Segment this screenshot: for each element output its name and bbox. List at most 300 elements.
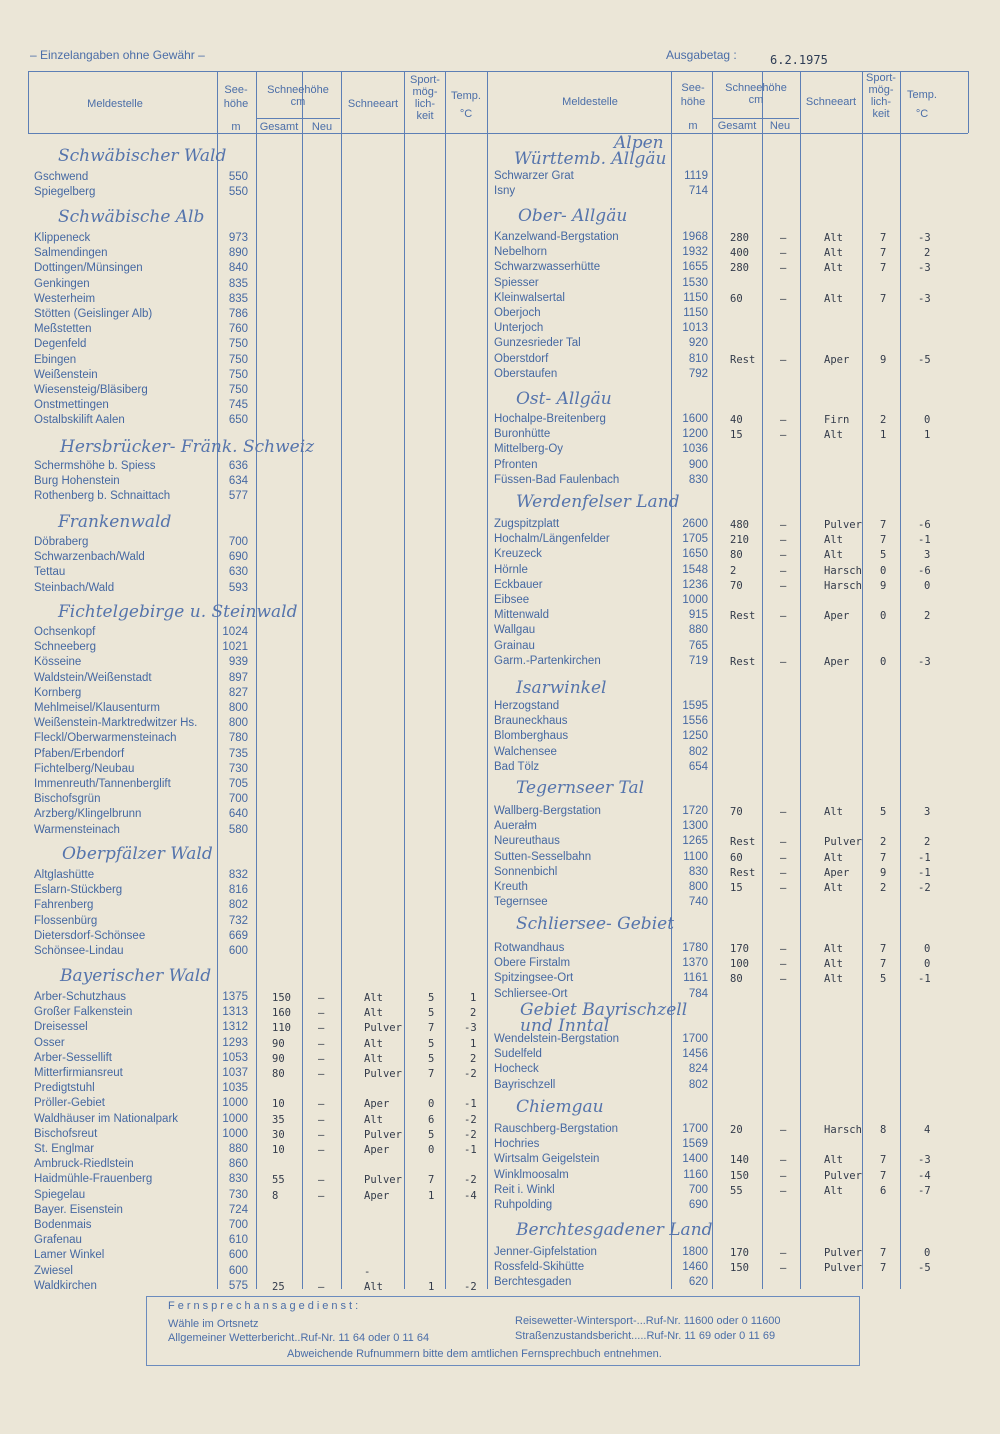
station-altitude: 750 <box>228 338 248 351</box>
snow-type: Pulver <box>824 1247 862 1259</box>
sport-rating: 6 <box>428 1113 435 1126</box>
station-altitude: 600 <box>228 1264 248 1277</box>
snow-total: 150 <box>730 1262 749 1275</box>
snow-total: 170 <box>730 1247 749 1259</box>
station-altitude: 745 <box>228 399 248 412</box>
station-name: Mittelberg-Oy <box>494 443 564 456</box>
station-altitude: 1569 <box>682 1138 708 1151</box>
station-name: Bayrischzell <box>494 1078 556 1091</box>
station-altitude: 730 <box>228 1188 248 1201</box>
station-name: Gunzesrieder Tal <box>494 337 581 350</box>
station-altitude: 1100 <box>683 850 708 863</box>
sport-rating: 6 <box>880 1184 887 1197</box>
column-rule <box>302 71 303 1289</box>
station-altitude: 690 <box>228 551 248 564</box>
section-heading: Berchtesgadener Land <box>516 1220 713 1240</box>
snow-new: – <box>318 1174 325 1187</box>
station-name: Auerałm <box>494 820 537 833</box>
snow-total: Rest <box>730 836 756 849</box>
snow-total: 150 <box>272 992 291 1004</box>
col-sport-right-1: Sport- <box>866 72 896 84</box>
station-altitude: 802 <box>228 899 248 912</box>
temperature: -1 <box>464 1144 477 1156</box>
snow-new: – <box>318 992 325 1004</box>
col-seehoehe-right-2: höhe <box>680 96 706 108</box>
station-name: Arber-Sessellift <box>34 1051 112 1064</box>
temperature: -4 <box>464 1189 477 1202</box>
station-altitude: 732 <box>228 914 248 927</box>
sport-rating: 7 <box>880 958 887 971</box>
station-name: Hörnle <box>494 563 528 576</box>
station-altitude: 1460 <box>682 1261 708 1274</box>
temperature: 0 <box>924 958 931 971</box>
sport-rating: 7 <box>880 1154 887 1167</box>
station-altitude: 1236 <box>682 578 708 591</box>
section-subheading: Württemb. Allgäu <box>514 149 667 169</box>
station-altitude: 800 <box>228 702 248 714</box>
snow-new: – <box>318 1280 325 1293</box>
col-sport-right-3: lich- <box>870 96 892 108</box>
sport-rating: 1 <box>880 429 887 442</box>
station-name: Tegernsee <box>494 896 548 909</box>
sport-rating: 2 <box>880 882 887 894</box>
station-name: Arber-Schutzhaus <box>34 991 127 1003</box>
station-altitude: 640 <box>228 808 248 821</box>
temperature: -3 <box>918 262 931 275</box>
temperature: -2 <box>464 1113 477 1126</box>
station-name: Meßstetten <box>34 323 92 336</box>
station-name: St. Englmar <box>34 1143 95 1155</box>
station-name: Kanzelwand-Bergstation <box>494 231 619 243</box>
snow-total: Rest <box>730 353 756 366</box>
station-altitude: 765 <box>688 639 708 652</box>
snow-total: 150 <box>730 1169 749 1182</box>
snow-total: 280 <box>730 262 749 275</box>
sport-rating: 7 <box>880 1247 887 1259</box>
snow-type: Alt <box>824 973 843 986</box>
station-altitude: 824 <box>688 1063 708 1076</box>
snow-total: 210 <box>730 534 749 547</box>
station-altitude: 1556 <box>682 715 708 728</box>
station-altitude: 816 <box>228 884 248 897</box>
col-sport-left-3: lich- <box>414 98 436 110</box>
station-altitude: 580 <box>228 823 248 836</box>
station-name: Eibsee <box>494 594 530 606</box>
station-name: Spitzingsee-Ort <box>494 972 574 985</box>
station-name: Rothenberg b. Schnaittach <box>34 490 171 503</box>
station-altitude: 1932 <box>682 246 708 259</box>
temperature: -2 <box>464 1068 477 1080</box>
station-altitude: 915 <box>688 609 708 622</box>
station-altitude: 784 <box>688 987 708 1000</box>
column-rule <box>445 71 446 1289</box>
station-altitude: 860 <box>228 1158 248 1171</box>
station-altitude: 792 <box>688 367 708 380</box>
sport-rating: 7 <box>428 1068 435 1080</box>
snow-total: 100 <box>730 958 749 971</box>
station-altitude: 802 <box>688 745 708 758</box>
snow-type: Alt <box>824 806 843 818</box>
station-name: Walchensee <box>494 745 557 758</box>
col-neu-left: Neu <box>311 121 333 133</box>
station-altitude: 740 <box>688 896 708 909</box>
temperature: -5 <box>918 353 931 366</box>
temperature: -2 <box>464 1128 477 1141</box>
snow-total: 480 <box>730 519 749 531</box>
station-altitude: 1600 <box>682 413 708 425</box>
station-altitude: 835 <box>228 292 248 305</box>
station-altitude: 1530 <box>682 276 708 289</box>
station-name: Blomberghaus <box>494 730 569 743</box>
station-altitude: 700 <box>228 793 248 806</box>
left-snow-subhead-rule <box>256 118 340 119</box>
station-altitude: 939 <box>228 656 248 669</box>
station-name: Bischofsgrün <box>34 793 101 806</box>
sport-rating: 5 <box>880 806 887 818</box>
station-name: Rotwandhaus <box>494 942 565 954</box>
section-heading: Frankenwald <box>58 512 172 532</box>
station-name: Wallgau <box>494 624 536 637</box>
station-altitude: 650 <box>228 414 248 427</box>
station-altitude: 1700 <box>682 1033 708 1045</box>
station-altitude: 550 <box>228 171 248 183</box>
station-altitude: 719 <box>688 654 708 667</box>
station-altitude: 1400 <box>682 1153 708 1166</box>
station-name: Kleinwalsertal <box>494 291 565 304</box>
section-heading: Schwäbischer Wald <box>58 146 227 166</box>
sport-rating: 7 <box>880 1262 887 1275</box>
station-name: Sudelfeld <box>494 1048 542 1061</box>
station-altitude: 1021 <box>222 641 248 654</box>
station-altitude: 800 <box>228 717 248 730</box>
column-rule <box>712 71 713 1289</box>
section-subheading: und Inntal <box>520 1016 610 1036</box>
station-name: Spiesser <box>494 276 539 289</box>
section-heading: Ober- Allgäu <box>518 206 628 226</box>
temperature: 0 <box>924 1247 931 1259</box>
station-altitude: 630 <box>228 566 248 579</box>
phone-line-1-right: Reisewetter-Wintersport-...Ruf-Nr. 11600 oder 0 11600 <box>515 1315 781 1327</box>
station-name: Dottingen/Münsingen <box>34 262 143 275</box>
sport-rating: 7 <box>428 1174 435 1187</box>
snow-new: – <box>780 414 787 426</box>
station-name: Kornberg <box>34 686 82 699</box>
snow-total: 35 <box>272 1113 285 1126</box>
snow-new: – <box>780 1169 787 1182</box>
station-altitude: 1035 <box>222 1082 248 1095</box>
station-name: Wirtsalm Geigelstein <box>494 1153 600 1166</box>
station-altitude: 835 <box>228 277 248 290</box>
station-altitude: 827 <box>228 686 248 699</box>
station-name: Herzogstand <box>494 700 560 712</box>
station-altitude: 786 <box>228 308 248 320</box>
sport-rating: 1 <box>428 1280 435 1293</box>
section-heading: Alpen <box>614 133 664 153</box>
snow-total: 10 <box>272 1144 285 1156</box>
snow-new: – <box>780 247 787 260</box>
station-name: Spiegelau <box>34 1188 86 1201</box>
issue-date-label: Ausgabetag : <box>666 48 737 62</box>
temperature: 3 <box>924 806 931 818</box>
snow-total: 25 <box>272 1280 285 1293</box>
col-schneehoehe-left: Schneehöhe <box>267 84 329 96</box>
snow-type: Alt <box>364 1280 383 1293</box>
snow-total: 70 <box>730 806 743 818</box>
station-altitude: 760 <box>228 323 248 336</box>
station-altitude: 920 <box>688 337 708 350</box>
snow-new: – <box>318 1052 325 1065</box>
table-header-rule <box>28 133 968 134</box>
station-altitude: 750 <box>228 368 248 381</box>
station-altitude: 1160 <box>683 1168 708 1181</box>
col-temp-left-unit: °C <box>459 108 473 120</box>
snow-total: Rest <box>730 655 756 668</box>
snow-new: – <box>780 655 787 668</box>
station-altitude: 620 <box>688 1276 708 1289</box>
snow-new: – <box>780 1247 787 1259</box>
snow-type: Alt <box>364 1113 383 1126</box>
temperature: 2 <box>924 836 931 849</box>
phone-line-2-right: Straßenzustandsbericht.....Ruf-Nr. 11 69 oder 0 11 69 <box>515 1330 776 1342</box>
station-name: Weißenstein <box>34 368 98 381</box>
station-name: Zwiesel <box>34 1264 73 1277</box>
station-name: Berchtesgaden <box>494 1276 572 1289</box>
temperature: -4 <box>918 1169 931 1182</box>
station-name: Wallberg-Bergstation <box>494 805 601 817</box>
table-top-rule <box>28 71 968 72</box>
sport-rating: 7 <box>880 262 887 275</box>
col-seehoehe-left-unit: m <box>231 121 241 133</box>
station-altitude: 840 <box>228 262 248 275</box>
snow-type: Pulver <box>824 1169 862 1182</box>
station-altitude: 973 <box>228 232 248 244</box>
snow-new: – <box>780 1262 787 1275</box>
temperature: -6 <box>918 564 931 577</box>
section-heading: Ost- Allgäu <box>516 389 612 409</box>
station-altitude: 832 <box>228 869 248 881</box>
temperature: -2 <box>918 882 931 894</box>
station-name: Isny <box>494 185 516 198</box>
station-name: Hochalm/Längenfelder <box>494 533 610 546</box>
col-schneehoehe-right-unit: cm <box>748 94 764 106</box>
col-gesamt-right: Gesamt <box>717 120 757 132</box>
sport-rating: 5 <box>428 1037 435 1050</box>
snow-total: 90 <box>272 1052 285 1065</box>
sport-rating: 7 <box>880 519 887 531</box>
station-altitude: 1037 <box>222 1067 248 1079</box>
station-altitude: 1250 <box>682 730 708 743</box>
station-name: Mitterfirmiansreut <box>34 1067 123 1079</box>
station-name: Döbraberg <box>34 536 89 548</box>
station-altitude: 714 <box>688 185 708 198</box>
snow-type: - <box>364 1265 371 1278</box>
snow-type: Pulver <box>364 1128 402 1141</box>
section-heading: Hersbrücker- Fränk. Schweiz <box>60 437 315 457</box>
col-schneeart-left: Schneeart <box>347 98 399 110</box>
snow-new: – <box>780 610 787 623</box>
temperature: -3 <box>918 292 931 305</box>
station-name: Rauschberg-Bergstation <box>494 1123 619 1135</box>
snow-type: Alt <box>364 1037 383 1050</box>
snow-new: – <box>318 1113 325 1126</box>
station-name: Altglashütte <box>34 869 95 881</box>
snow-type: Alt <box>824 958 843 971</box>
col-sport-right-2: mög- <box>868 84 894 96</box>
disclaimer-note: – Einzelangaben ohne Gewähr – <box>30 48 205 62</box>
snow-new: – <box>780 943 787 955</box>
station-name: Bad Tölz <box>494 760 540 773</box>
snow-total: 55 <box>730 1184 743 1197</box>
col-gesamt-left: Gesamt <box>259 121 299 133</box>
station-name: Flossenbürg <box>34 914 98 927</box>
snow-total: Rest <box>730 610 756 623</box>
sport-rating: 0 <box>880 610 887 623</box>
temperature: 4 <box>924 1124 931 1136</box>
snow-total: 110 <box>272 1022 291 1035</box>
station-altitude: 830 <box>688 865 708 878</box>
snow-total: 80 <box>730 973 743 986</box>
station-name: Lamer Winkel <box>34 1249 105 1262</box>
station-name: Garm.-Partenkirchen <box>494 654 601 667</box>
station-altitude: 634 <box>228 475 248 488</box>
temperature: -7 <box>918 1184 931 1197</box>
sport-rating: 2 <box>880 414 887 426</box>
sport-rating: 5 <box>428 992 435 1004</box>
snow-new: – <box>780 262 787 275</box>
snow-type: Harsch <box>824 579 862 592</box>
snow-type: Aper <box>824 866 850 879</box>
sport-rating: 7 <box>880 232 887 244</box>
station-name: Hochalpe-Breitenberg <box>494 413 606 425</box>
station-altitude: 700 <box>228 536 248 548</box>
station-altitude: 1655 <box>682 261 708 274</box>
column-rule <box>800 71 801 1289</box>
col-sport-right-4: keit <box>872 108 890 120</box>
col-temp-right: Temp. <box>907 89 937 101</box>
station-altitude: 1161 <box>683 972 708 985</box>
column-rule <box>256 71 257 1289</box>
col-schneeart-right: Schneeart <box>805 96 857 108</box>
column-rule <box>900 71 901 1289</box>
temperature: -1 <box>918 534 931 547</box>
temperature: 2 <box>924 247 931 260</box>
temperature: -3 <box>918 232 931 244</box>
station-name: Pfaben/Erbendorf <box>34 747 125 760</box>
snow-new: – <box>780 882 787 894</box>
station-altitude: 1000 <box>682 594 708 606</box>
snow-total: 30 <box>272 1128 285 1141</box>
station-name: Füssen-Bad Faulenbach <box>494 473 620 486</box>
temperature: 0 <box>924 414 931 426</box>
station-name: Mittenwald <box>494 609 549 622</box>
station-name: Schwarzer Grat <box>494 170 574 182</box>
col-schneehoehe-left-unit: cm <box>290 96 306 108</box>
snow-new: – <box>780 973 787 986</box>
station-altitude: 880 <box>688 624 708 637</box>
station-altitude: 690 <box>688 1199 708 1211</box>
snow-new: – <box>780 1124 787 1136</box>
temperature: -1 <box>918 851 931 864</box>
station-altitude: 1293 <box>222 1036 248 1049</box>
station-name: Arzberg/Klingelbrunn <box>34 808 142 821</box>
column-rule <box>404 71 405 1289</box>
temperature: 1 <box>924 429 931 442</box>
station-name: Schwarzenbach/Wald <box>34 551 145 564</box>
snow-new: – <box>318 1022 325 1035</box>
snow-type: Alt <box>824 943 843 955</box>
station-name: Ambruck-Riedlstein <box>34 1158 134 1171</box>
station-altitude: 1370 <box>682 957 708 970</box>
snow-new: – <box>318 1189 325 1202</box>
temperature: 0 <box>924 579 931 592</box>
station-name: Kreuzeck <box>494 548 542 561</box>
snow-total: 80 <box>272 1068 285 1080</box>
sport-rating: 0 <box>428 1144 435 1156</box>
snow-new: – <box>780 806 787 818</box>
temperature: 0 <box>924 943 931 955</box>
snow-type: Aper <box>824 655 850 668</box>
station-altitude: 897 <box>228 671 248 684</box>
station-altitude: 700 <box>228 1219 248 1231</box>
station-altitude: 1119 <box>684 170 708 182</box>
col-neu-right: Neu <box>769 120 791 132</box>
station-altitude: 600 <box>228 1249 248 1262</box>
station-altitude: 1780 <box>682 942 708 954</box>
snow-type: Aper <box>364 1144 390 1156</box>
temperature: -5 <box>918 1262 931 1275</box>
temperature: -1 <box>918 866 931 879</box>
station-altitude: 593 <box>228 581 248 594</box>
station-altitude: 724 <box>228 1203 248 1216</box>
snow-new: – <box>780 353 787 366</box>
station-name: Großer Falkenstein <box>34 1006 133 1019</box>
temperature: 2 <box>470 1007 477 1020</box>
station-altitude: 1800 <box>682 1246 708 1258</box>
station-name: Oberstdorf <box>494 352 549 365</box>
temperature: -2 <box>464 1280 477 1293</box>
snow-total: 70 <box>730 579 743 592</box>
station-altitude: 1650 <box>682 548 708 561</box>
station-name: Eckbauer <box>494 578 543 591</box>
station-altitude: 636 <box>228 460 248 472</box>
station-altitude: 654 <box>688 760 708 773</box>
snow-total: 8 <box>272 1189 279 1202</box>
snow-total: 15 <box>730 882 743 894</box>
temperature: -1 <box>918 973 931 986</box>
section-heading: Gebiet Bayrischzell <box>520 1000 688 1020</box>
station-name: Burg Hohenstein <box>34 475 120 488</box>
sport-rating: 7 <box>880 247 887 260</box>
station-altitude: 1036 <box>682 443 708 456</box>
station-name: Dietersdorf-Schönsee <box>34 929 146 942</box>
snow-new: – <box>780 1154 787 1167</box>
snow-type: Aper <box>364 1189 390 1202</box>
station-altitude: 1000 <box>222 1127 248 1140</box>
station-altitude: 810 <box>688 352 708 365</box>
station-name: Reit i. Winkl <box>494 1183 555 1196</box>
snow-type: Aper <box>824 353 850 366</box>
sport-rating: 8 <box>880 1124 887 1136</box>
snow-new: – <box>318 1144 325 1156</box>
section-heading: Isarwinkel <box>516 678 607 698</box>
station-name: Klippeneck <box>34 232 91 244</box>
section-heading: Schwäbische Alb <box>58 207 205 227</box>
sport-rating: 0 <box>880 655 887 668</box>
station-name: Genkingen <box>34 277 90 290</box>
issue-date: 6.2.1975 <box>770 53 828 67</box>
snow-total: 90 <box>272 1037 285 1050</box>
snow-total: 80 <box>730 549 743 562</box>
